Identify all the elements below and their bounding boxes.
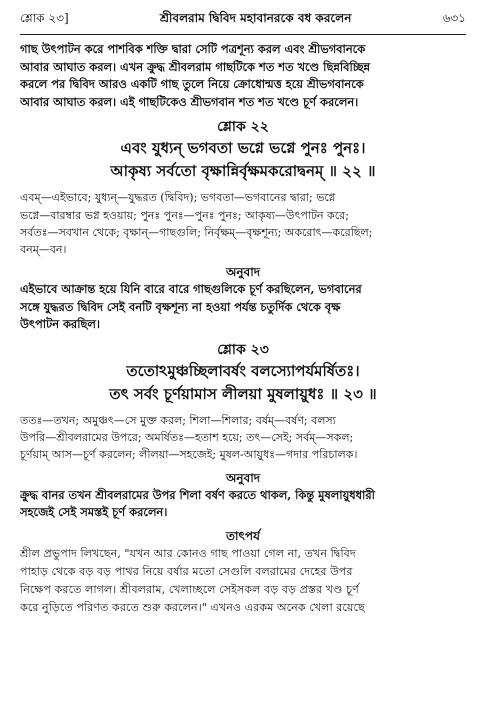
page-number: ৬৩১ <box>442 11 466 25</box>
purport-line: শ্রীল প্রভুপাদ লিখছেন, "যখন আর কোনও গাছ পাওয়া গেল না, তখন দ্বিবিদ <box>20 546 356 560</box>
intro-paragraph <box>20 41 466 111</box>
text-line: আবার আঘাত করল। এই গাছটিকেও শ্রীভগবান শত শত খণ্ডে চূর্ণ করলেন। <box>20 94 359 109</box>
verse-22-number: শ্লোক ২২ <box>217 119 269 136</box>
translation-line: উৎপাটন করছিল। <box>20 317 100 332</box>
text-line: গাছ উৎপাটন করে পাশবিক শক্তি দ্বারা সেটি পত্রশূন্য করল এবং শ্রীভগবানকে <box>20 42 366 56</box>
verse-line: তৎ সর্বং চূর্ণয়ামাস লীলয়া মুষলায়ুধঃ ॥ ২৩ ॥ <box>109 384 377 403</box>
translation-line: সহজেই সেই সমস্তই চূর্ণ করলেন। <box>20 505 168 520</box>
translation-line: সঙ্গে যুদ্ধরত দ্বিবিদ সেই বনটি বৃক্ষশূন্য না হওয়া পর্যন্ত চতুর্দিক থেকে বৃক্ষ <box>20 299 341 314</box>
verse-23-purport <box>20 545 466 617</box>
translation-line: ক্রুদ্ধ বানর তখন শ্রীবলরামের উপর শিলা বর্ষণ করতে থাকল, কিন্তু মুষলায়ুধধারী <box>20 487 375 502</box>
verse-23-synonyms <box>20 412 466 464</box>
verse-22-text <box>20 137 466 183</box>
synonym-line: বনম্—বন। <box>20 242 67 256</box>
synonym-line: ততঃ—তখন; অমুঞ্চৎ—সে মুক্ত করল; শিলা—শিলার; বর্ষম্—বর্ষণ; বলস্য <box>20 413 336 427</box>
purport-line: নিক্ষেপ করতে লাগল। শ্রীবলরাম, খেলাচ্ছলে সেইসকল বড় বড় প্রস্তর খণ্ড চূর্ণ <box>20 582 359 596</box>
verse-line: এবং যুধ্যন্ ভগবতা ভগ্নে ভগ্নে পুনঃ পুনঃ। <box>120 139 366 158</box>
purport-heading: তাৎপর্য <box>226 528 260 543</box>
synonym-line: উপরি—শ্রীবলরামের উপরে; অমর্ষিতঃ—হতাশ হয়ে; তৎ—সেই; সর্বম্—সকল; <box>20 431 354 445</box>
synonym-line: এবম্—এইভাবে; যুধ্যন্—যুদ্ধরত (দ্বিবিদ); ভগবতা—ভগবানের দ্বারা; ভগ্নে <box>20 191 336 205</box>
synonym-line: সর্বতঃ—সবখান থেকে; বৃক্ষান্—গাছগুলি; নির্বৃক্ষম্—বৃক্ষশূন্য; অকরোৎ—করেছিল; <box>20 225 373 239</box>
verse-23-text <box>20 360 466 406</box>
translation-heading: অনুবাদ <box>225 470 261 485</box>
translation-line: এইভাবে আক্রান্ত হয়ে যিনি বারে বারে গাছগুলিকে চূর্ণ করছিলেন, ভগবানের <box>20 282 362 297</box>
text-line: করলে পর দ্বিবিদ আরও একটি গাছ তুলে নিয়ে ক্রোধোন্মত্ত হয়ে শ্রীভগবানকে <box>20 77 364 92</box>
synonym-line: চূর্ণয়াম্ আস—চূর্ণ করলেন; লীলয়া—সহজেই; মুষল-আয়ুধঃ—গদার পরিচালক। <box>20 448 358 462</box>
text-line: আবার আঘাত করল। এখন ক্রুদ্ধ শ্রীবলরাম গাছটিকে শত শত খণ্ডে ছিন্নবিচ্ছিন্ন <box>20 59 370 74</box>
page-title: শ্রীবলরাম দ্বিবিদ মহাবানরকে বধ করলেন <box>159 11 352 25</box>
document-page <box>20 10 466 715</box>
verse-line: আকৃষ্য সর্বতো বৃক্ষান্নির্বৃক্ষমকরোদ্বনম্ ॥ ২২ ॥ <box>110 162 376 181</box>
chapter-verse-ref: শ্লোক ২৩] <box>20 11 69 25</box>
verse-22-translation <box>20 281 466 334</box>
verse-22-synonyms <box>20 189 466 258</box>
verse-line: ততোঽমুঞ্চচ্ছিলাবর্ষং বলস্যোপর্যমর্ষিতঃ। <box>126 361 360 380</box>
purport-line: পাহাড় থেকে বড় বড় পাথর নিয়ে বর্ষার মতো সেগুলি বলরামের দেহের উপর <box>20 564 353 578</box>
synonym-line: ভগ্নে—বারম্বার ভগ্ন হওয়ায়; পুনঃ পুনঃ—পুনঃ পুনঃ; আকৃষ্য—উৎপাটন করে; <box>20 208 349 222</box>
verse-23-number: শ্লোক ২৩ <box>217 341 269 358</box>
translation-heading: অনুবাদ <box>225 265 261 280</box>
page-header <box>20 10 466 35</box>
purport-line: করে নুড়িতে পরিণত করতে শুরু করলেন।" এখনও এরকম অনেক খেলা রয়েছে <box>20 600 365 614</box>
verse-23-translation <box>20 487 466 522</box>
